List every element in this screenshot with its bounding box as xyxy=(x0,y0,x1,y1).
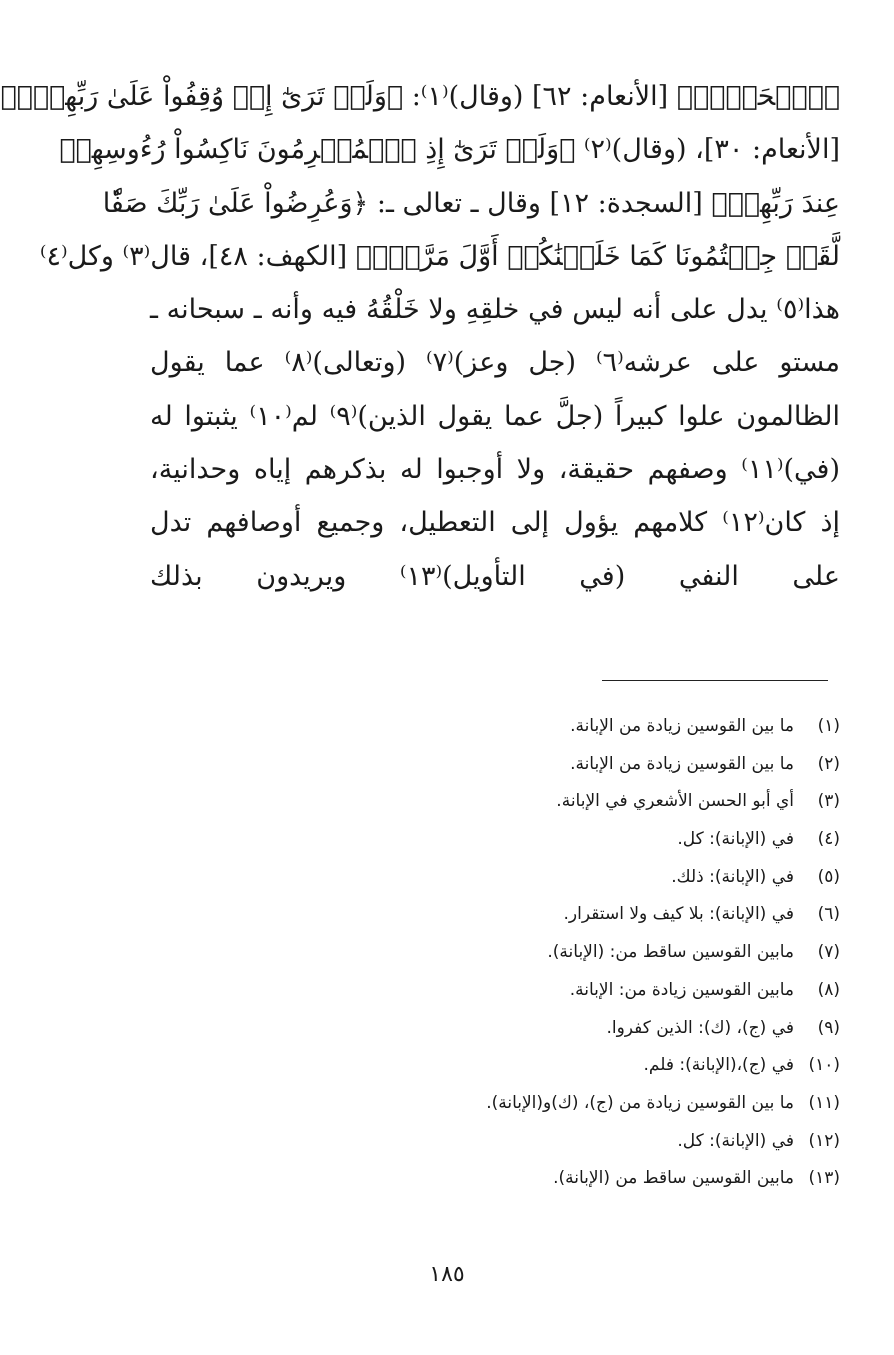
footnote xyxy=(380,972,840,1010)
footnote xyxy=(380,934,840,972)
text-line: عِندَ رَبِّهِمۡ﴾ [السجدة: ١٢] وقال ـ تعالى ـ: ﴿وَعُرِضُواْ عَلَىٰ رَبِّكَ صَفّٗا xyxy=(102,187,840,219)
text-line: هذا⁽٥⁾ يدل على أنه ليس في خلقِهِ ولا خَلْقُهُ فيه وأنه ـ سبحانه ـ xyxy=(150,294,840,326)
text-line: ﴿ٱلۡحَقِّۚ﴾ [الأنعام: ٦٢] (وقال)⁽١⁾: ﴿وَلَوۡ تَرَىٰٓ إِذۡ وُقِفُواْ عَلَىٰ رَبِّهِمۡۚ﴾ xyxy=(0,81,840,112)
text-line: إذ كان⁽١٢⁾ كلامهم يؤول إلى التعطيل، وجميع أوصافهم تدل xyxy=(150,507,840,539)
footnote-number: (٢) xyxy=(817,753,840,774)
footnote xyxy=(380,896,840,934)
footnote-text: في (ج)، (ك): الذين كفروا. xyxy=(606,1017,794,1038)
footnote-number: (٣) xyxy=(817,791,840,812)
footnote xyxy=(380,1085,840,1123)
footnote-divider xyxy=(602,680,828,681)
footnotes-list xyxy=(380,708,840,1198)
footnote-number: (٩) xyxy=(817,1017,840,1038)
footnote xyxy=(380,783,840,821)
footnote-number: (٨) xyxy=(817,979,840,1000)
footnote-text: مابين القوسين زيادة من: الإبانة. xyxy=(569,979,794,1000)
footnote-number: (٥) xyxy=(817,866,840,887)
footnote xyxy=(380,859,840,897)
footnote-number: (١) xyxy=(817,716,840,736)
main-text xyxy=(0,70,841,603)
footnote xyxy=(380,1160,840,1198)
footnote xyxy=(380,1047,840,1085)
footnote-text: أي أبو الحسن الأشعري في الإبانة. xyxy=(556,791,794,812)
footnote-text: ما بين القوسين زيادة من (ج)، (ك)و(الإبانة). xyxy=(486,1092,794,1113)
footnote-text: ما بين القوسين زيادة من الإبانة. xyxy=(570,753,794,774)
footnote-text: في (ج)،(الإبانة): فلم. xyxy=(643,1055,794,1076)
footnote xyxy=(380,746,840,784)
footnote-text: في (الإبانة): كل. xyxy=(677,829,794,850)
footnote-number: (٧) xyxy=(817,942,840,963)
text-line: الظالمون علوا كبيراً (جلَّ عما يقول الذين)⁽٩⁾ لم⁽١٠⁾ يثبتوا له xyxy=(150,400,841,432)
footnote-number: (٤) xyxy=(817,829,840,850)
footnote-text: مابين القوسين ساقط من: (الإبانة). xyxy=(547,942,794,963)
text-line: (في)⁽١١⁾ وصفهم حقيقة، ولا أوجبوا له بذكرهم إياه وحدانية، xyxy=(150,454,840,486)
text-line: [الأنعام: ٣٠]، (وقال)⁽٢⁾ ﴿وَلَوۡ تَرَىٰٓ إِذِ ٱلۡمُجۡرِمُونَ نَاكِسُواْ رُءُوسِهِمۡ xyxy=(59,134,840,166)
footnote-text: ما بين القوسين زيادة من الإبانة. xyxy=(570,716,794,736)
footnote xyxy=(380,1010,840,1048)
page-number: ١٨٥ xyxy=(429,1262,465,1287)
footnote-number: (٦) xyxy=(817,904,840,925)
footnote xyxy=(380,821,840,859)
footnote-text: في (الإبانة): بلا كيف ولا استقرار. xyxy=(563,904,794,925)
text-line: لَّقَدۡ جِئۡتُمُونَا كَمَا خَلَقۡنَٰكُمۡ أَوَّلَ مَرَّةِۭ﴾ [الكهف: ٤٨]، قال⁽٣⁾ وكل⁽٤⁾ xyxy=(39,240,840,272)
footnote-text: في (الإبانة): كل. xyxy=(677,1130,794,1151)
text-line: مستو على عرشه⁽٦⁾ (جل وعز)⁽٧⁾ (وتعالى)⁽٨⁾ عما يقول xyxy=(150,347,841,379)
text-line: على النفي (في التأويل)⁽١٣⁾ ويريدون بذلك xyxy=(150,560,840,592)
footnote xyxy=(380,708,840,746)
footnote-text: في (الإبانة): ذلك. xyxy=(671,866,794,887)
footnote-text: مابين القوسين ساقط من (الإبانة). xyxy=(553,1168,794,1189)
footnote-number: (١٢) xyxy=(808,1130,840,1151)
footnote xyxy=(380,1123,840,1161)
footnote-number: (١١) xyxy=(808,1092,840,1113)
footnote-number: (١٣) xyxy=(808,1168,840,1189)
footnote-number: (١٠) xyxy=(808,1055,840,1076)
